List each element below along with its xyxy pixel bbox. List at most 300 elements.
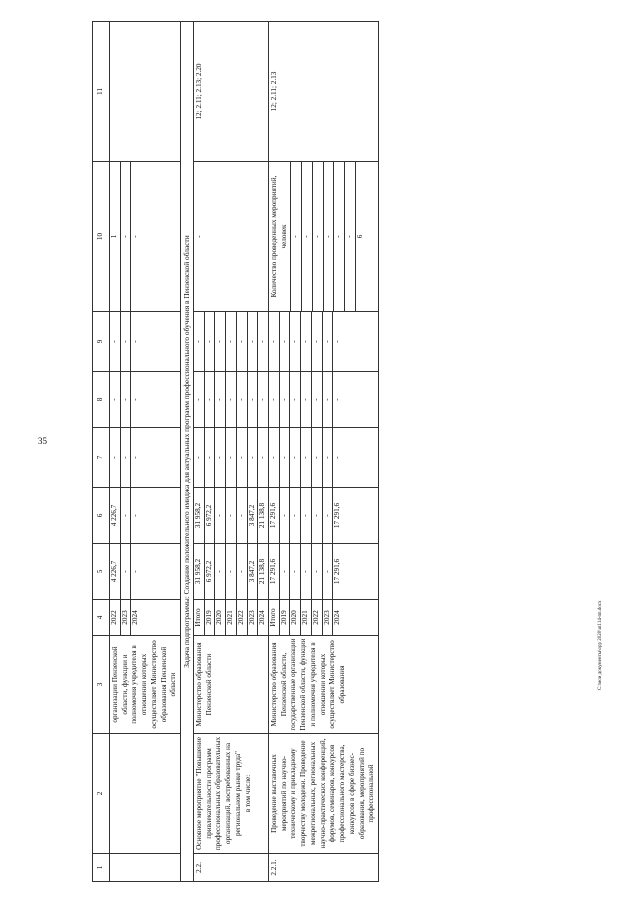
sub-row bbox=[258, 544, 268, 599]
sub-row bbox=[226, 544, 237, 599]
sub-cell: - bbox=[258, 340, 267, 343]
sub-cell: - bbox=[120, 372, 131, 427]
sub-row bbox=[131, 488, 141, 543]
sub-cell: - bbox=[301, 372, 312, 427]
sub-cell: - bbox=[322, 488, 333, 543]
sub-cell: - bbox=[131, 398, 140, 401]
sub-row bbox=[120, 312, 131, 371]
sub-cell: - bbox=[226, 312, 237, 371]
sub-row bbox=[226, 488, 237, 543]
sub-cell: - bbox=[333, 456, 342, 459]
sub-row bbox=[312, 162, 323, 311]
sub-cell: 2023 bbox=[322, 600, 333, 635]
task-row bbox=[181, 22, 194, 882]
cell-col8 bbox=[110, 372, 181, 428]
sub-cell: 4 226,7 bbox=[110, 544, 120, 599]
sub-row bbox=[355, 162, 365, 311]
cell-col10 bbox=[110, 162, 181, 312]
cell-col5 bbox=[110, 544, 181, 600]
sub-col9 bbox=[110, 312, 141, 371]
sub-cell: - bbox=[323, 162, 334, 311]
sub-row bbox=[194, 428, 204, 487]
cell-executor: Министерство образования Пензенской области bbox=[194, 636, 269, 734]
sub-row bbox=[322, 600, 333, 635]
sub-col8 bbox=[110, 372, 141, 427]
page-number: 35 bbox=[38, 436, 47, 446]
sub-cell: 2024 bbox=[131, 610, 140, 625]
cell-col11 bbox=[110, 22, 181, 162]
sub-cell: - bbox=[322, 428, 333, 487]
cell-col9 bbox=[194, 312, 269, 372]
sub-cell: - bbox=[258, 456, 267, 459]
sub-cell: 3 847,2 bbox=[247, 544, 258, 599]
sub-cell: - bbox=[215, 488, 226, 543]
sub-cell: - bbox=[204, 312, 215, 371]
sub-row bbox=[194, 372, 204, 427]
sub-row bbox=[236, 372, 247, 427]
cell-col6 bbox=[110, 488, 181, 544]
sub-cell: - bbox=[301, 488, 312, 543]
sub-cell: 6 972,2 bbox=[204, 488, 215, 543]
cell-col10: - bbox=[194, 162, 269, 312]
sub-row bbox=[279, 428, 290, 487]
sub-col6 bbox=[110, 488, 141, 543]
sub-row bbox=[131, 600, 141, 635]
sub-row bbox=[269, 312, 279, 371]
sub-row bbox=[131, 428, 141, 487]
sub-cell: - bbox=[204, 428, 215, 487]
sub-cell: 2023 bbox=[247, 600, 258, 635]
cell-name bbox=[110, 734, 181, 854]
sub-row bbox=[120, 544, 131, 599]
sub-row bbox=[204, 312, 215, 371]
sub-row bbox=[226, 600, 237, 635]
sub-cell: 2024 bbox=[258, 610, 267, 625]
indicator-name: Количество проведенных мероприятий, человек bbox=[269, 162, 291, 311]
sub-years bbox=[269, 600, 343, 635]
sub-cell: - bbox=[120, 488, 131, 543]
sub-row bbox=[301, 544, 312, 599]
sub-row bbox=[204, 428, 215, 487]
sub-cell: - bbox=[311, 488, 322, 543]
sub-col5 bbox=[269, 544, 343, 599]
table-row-continuation bbox=[110, 22, 181, 882]
sub-cell: - bbox=[301, 312, 312, 371]
sub-row bbox=[311, 372, 322, 427]
sub-cell: - bbox=[333, 340, 342, 343]
sub-row bbox=[258, 428, 268, 487]
sub-row bbox=[110, 372, 120, 427]
header-row bbox=[93, 22, 110, 882]
sub-cell: - bbox=[236, 428, 247, 487]
sub-cell: - bbox=[279, 544, 290, 599]
sub-row bbox=[131, 162, 141, 311]
sub-cell: - bbox=[215, 544, 226, 599]
sub-row bbox=[120, 600, 131, 635]
cell-years bbox=[194, 600, 269, 636]
sub-row bbox=[301, 312, 312, 371]
sub-col6 bbox=[269, 488, 343, 543]
sub-row bbox=[279, 488, 290, 543]
sub-years bbox=[194, 600, 268, 635]
sub-row bbox=[247, 312, 258, 371]
sub-row bbox=[301, 488, 312, 543]
cell-col9 bbox=[110, 312, 181, 372]
including-label: в том числе: bbox=[243, 774, 252, 813]
sub-row bbox=[258, 488, 268, 543]
sub-row bbox=[226, 372, 237, 427]
sub-row bbox=[215, 312, 226, 371]
sub-cell: 6 972,2 bbox=[204, 544, 215, 599]
sub-cell: 2019 bbox=[279, 600, 290, 635]
cell-num: 2.2.1. bbox=[269, 854, 379, 882]
sub-cell: 2023 bbox=[120, 600, 131, 635]
sub-cell: - bbox=[290, 428, 301, 487]
sub-col7 bbox=[269, 428, 343, 487]
col-header: 11 bbox=[93, 22, 110, 162]
sub-row bbox=[302, 162, 313, 311]
cell-years bbox=[269, 600, 379, 636]
sub-cell: 2020 bbox=[290, 600, 301, 635]
sub-row bbox=[194, 312, 204, 371]
sub-row bbox=[247, 488, 258, 543]
sub-row bbox=[279, 544, 290, 599]
sub-col8 bbox=[269, 372, 343, 427]
sub-cell: - bbox=[194, 312, 204, 371]
sub-cell: - bbox=[120, 312, 131, 371]
sub-cell: - bbox=[236, 312, 247, 371]
sub-cell: - bbox=[120, 428, 131, 487]
sub-cell: - bbox=[110, 428, 120, 487]
task-text: Задача подпрограммы: Создание положительного имиджа для актуальных программ профессионального обучения в Пензенской области bbox=[181, 22, 194, 882]
sub-cell: - bbox=[311, 428, 322, 487]
sub-col5 bbox=[110, 544, 141, 599]
sub-cell: - bbox=[194, 372, 204, 427]
sub-cell: - bbox=[302, 162, 313, 311]
sub-cell: 31 958,2 bbox=[194, 488, 204, 543]
sub-col9 bbox=[269, 312, 343, 371]
cell-col5 bbox=[194, 544, 269, 600]
sub-years bbox=[110, 600, 141, 635]
sub-col10 bbox=[291, 162, 365, 311]
sub-row bbox=[226, 428, 237, 487]
sub-row bbox=[290, 372, 301, 427]
sub-row bbox=[236, 428, 247, 487]
sub-row bbox=[236, 312, 247, 371]
sub-row bbox=[322, 544, 333, 599]
cell-years bbox=[110, 600, 181, 636]
col-header: 6 bbox=[93, 488, 110, 544]
sub-cell: - bbox=[236, 544, 247, 599]
sub-cell: - bbox=[247, 428, 258, 487]
sub-row bbox=[226, 312, 237, 371]
sub-cell: 21 138,8 bbox=[258, 502, 267, 529]
sub-row bbox=[334, 162, 345, 311]
sub-cell: - bbox=[269, 312, 279, 371]
sub-row bbox=[301, 372, 312, 427]
sub-row bbox=[279, 600, 290, 635]
sub-row bbox=[333, 544, 343, 599]
sub-row bbox=[236, 544, 247, 599]
cell-col6 bbox=[194, 488, 269, 544]
col-header: 5 bbox=[93, 544, 110, 600]
sub-cell: Итого bbox=[194, 600, 204, 635]
sub-cell: 2022 bbox=[110, 600, 120, 635]
sub-row bbox=[236, 488, 247, 543]
sub-cell: - bbox=[291, 162, 301, 311]
sub-cell: - bbox=[215, 372, 226, 427]
sub-cell: 31 958,2 bbox=[194, 544, 204, 599]
sub-row bbox=[311, 312, 322, 371]
sub-row bbox=[247, 428, 258, 487]
col-header: 1 bbox=[93, 854, 110, 882]
sub-col7 bbox=[194, 428, 268, 487]
sub-row bbox=[204, 488, 215, 543]
sub-row bbox=[258, 600, 268, 635]
sub-row bbox=[333, 312, 343, 371]
sub-cell: 2022 bbox=[311, 600, 322, 635]
sub-row bbox=[131, 312, 141, 371]
col-header: 9 bbox=[93, 312, 110, 372]
sub-row bbox=[290, 428, 301, 487]
sub-row bbox=[311, 544, 322, 599]
sub-row bbox=[215, 488, 226, 543]
sub-cell: - bbox=[290, 544, 301, 599]
sub-cell: - bbox=[194, 428, 204, 487]
sub-row bbox=[194, 600, 204, 635]
activity-name: Основное мероприятие "Повышение привлекательности программ профессиональных образовательных организаций, востребованных на региональном рынке труда" bbox=[195, 736, 242, 851]
cell-col8 bbox=[194, 372, 269, 428]
sub-cell: - bbox=[269, 372, 279, 427]
sub-col5 bbox=[194, 544, 268, 599]
sub-cell: - bbox=[345, 162, 356, 311]
sub-cell: 3 847,2 bbox=[247, 488, 258, 543]
col-header: 10 bbox=[93, 162, 110, 312]
sub-cell: - bbox=[131, 235, 140, 238]
cell-col7 bbox=[110, 428, 181, 488]
sub-row bbox=[322, 428, 333, 487]
sub-row bbox=[333, 372, 343, 427]
sub-row bbox=[301, 600, 312, 635]
col-header: 2 bbox=[93, 734, 110, 854]
sub-cell: - bbox=[258, 398, 267, 401]
sub-col9 bbox=[194, 312, 268, 371]
sub-cell: 1 bbox=[110, 162, 120, 311]
sub-row bbox=[120, 162, 131, 311]
sub-row bbox=[110, 312, 120, 371]
sub-cell: - bbox=[131, 456, 140, 459]
col-header: 4 bbox=[93, 600, 110, 636]
sub-cell: - bbox=[322, 372, 333, 427]
sub-row bbox=[247, 600, 258, 635]
sub-row bbox=[323, 162, 334, 311]
sub-row bbox=[110, 600, 120, 635]
table-row-2-2 bbox=[194, 22, 269, 882]
sub-cell: - bbox=[226, 544, 237, 599]
sub-cell: - bbox=[247, 372, 258, 427]
sub-row bbox=[291, 162, 301, 311]
rotated-table-container bbox=[92, 22, 616, 882]
sub-cell: 2020 bbox=[215, 600, 226, 635]
sub-row bbox=[215, 372, 226, 427]
cell-name: Проведение выставочных мероприятий по научно-техническому и прикладному творчеству молодежи. Проведение межрегиональных, региональных научно-практических конференций, форумов, семинаров, конкурсов профессионального мастерства, конкурсов в сфере бизнес-образования, мероприятий по профессиональной bbox=[269, 734, 379, 854]
sub-row bbox=[215, 428, 226, 487]
sub-row bbox=[322, 312, 333, 371]
sub-cell: - bbox=[301, 428, 312, 487]
sub-cell: - bbox=[290, 488, 301, 543]
sub-row bbox=[215, 600, 226, 635]
sub-row bbox=[333, 428, 343, 487]
sub-cell: - bbox=[120, 544, 131, 599]
sub-row bbox=[110, 162, 120, 311]
sub-row bbox=[269, 600, 279, 635]
sub-cell: - bbox=[312, 162, 323, 311]
sub-cell: - bbox=[215, 428, 226, 487]
sub-row bbox=[215, 544, 226, 599]
sub-cell: - bbox=[322, 544, 333, 599]
sub-cell: 17 291,6 bbox=[269, 488, 279, 543]
sub-cell: - bbox=[279, 488, 290, 543]
cell-name bbox=[194, 734, 269, 854]
sub-row bbox=[279, 372, 290, 427]
sub-col8 bbox=[194, 372, 268, 427]
sub-row bbox=[204, 600, 215, 635]
sub-col6 bbox=[194, 488, 268, 543]
sub-cell: Итого bbox=[269, 600, 279, 635]
cell-col9 bbox=[269, 312, 379, 372]
sub-row bbox=[110, 428, 120, 487]
sub-cell: - bbox=[226, 488, 237, 543]
sub-cell: 17 291,6 bbox=[333, 502, 342, 529]
sub-cell: - bbox=[110, 372, 120, 427]
sub-cell: 6 bbox=[355, 234, 364, 239]
sub-cell: - bbox=[269, 428, 279, 487]
sub-cell: 2019 bbox=[204, 600, 215, 635]
sub-row bbox=[333, 488, 343, 543]
col-header: 3 bbox=[93, 636, 110, 734]
sub-row bbox=[194, 488, 204, 543]
sub-row bbox=[269, 428, 279, 487]
sub-row bbox=[290, 544, 301, 599]
col-header: 8 bbox=[93, 372, 110, 428]
sub-cell: 2024 bbox=[333, 610, 342, 625]
sub-row bbox=[204, 544, 215, 599]
cell-col7 bbox=[194, 428, 269, 488]
sub-cell: - bbox=[236, 488, 247, 543]
sub-row bbox=[194, 544, 204, 599]
sub-cell: 2021 bbox=[301, 600, 312, 635]
cell-num bbox=[110, 854, 181, 882]
program-table bbox=[92, 21, 379, 882]
sub-cell: - bbox=[290, 372, 301, 427]
sub-cell: - bbox=[322, 312, 333, 371]
cell-executor: организации Пензенской области, функции и полномочия учредителя в отношении которых осуществляет Министерство образования Пензенской области bbox=[110, 636, 181, 734]
cell-col11: 12; 2.11; 2.13 bbox=[269, 22, 379, 162]
sub-row bbox=[120, 372, 131, 427]
sub-col10 bbox=[110, 162, 141, 311]
cell-col5 bbox=[269, 544, 379, 600]
sub-row bbox=[279, 312, 290, 371]
sub-cell: 21 138,8 bbox=[258, 558, 267, 585]
sub-cell: - bbox=[290, 312, 301, 371]
cell-col6 bbox=[269, 488, 379, 544]
sub-cell: 2022 bbox=[236, 600, 247, 635]
sub-cell: - bbox=[131, 340, 140, 343]
sub-row bbox=[269, 544, 279, 599]
sub-cell: - bbox=[131, 514, 140, 517]
sub-row bbox=[120, 428, 131, 487]
sub-cell: - bbox=[226, 428, 237, 487]
cell-executor: Министерство образования Пензенской области, государственные организации Пензенской области, функции и полномочия учредителя в отношении которых осуществляет Министерство образования bbox=[269, 636, 379, 734]
sub-cell: - bbox=[333, 398, 342, 401]
sub-cell: 2021 bbox=[226, 600, 237, 635]
sub-row bbox=[269, 372, 279, 427]
sub-row bbox=[333, 600, 343, 635]
sub-row bbox=[120, 488, 131, 543]
sub-cell: - bbox=[301, 544, 312, 599]
sub-cell: 17 291,6 bbox=[269, 544, 279, 599]
sub-row bbox=[247, 544, 258, 599]
sub-cell: - bbox=[311, 544, 322, 599]
cell-col10 bbox=[269, 162, 379, 312]
sub-row bbox=[204, 372, 215, 427]
sub-row bbox=[322, 488, 333, 543]
sub-cell: - bbox=[226, 372, 237, 427]
sub-row bbox=[110, 544, 120, 599]
sub-row bbox=[110, 488, 120, 543]
table-row-2-2-1 bbox=[269, 22, 379, 882]
cell-col7 bbox=[269, 428, 379, 488]
sub-cell: - bbox=[236, 372, 247, 427]
sub-cell: - bbox=[279, 312, 290, 371]
sub-cell: - bbox=[131, 570, 140, 573]
sub-cell: - bbox=[311, 372, 322, 427]
footer-file-path: C:\мои документы\opp 2020\ut114-nn.docx bbox=[598, 600, 603, 690]
sub-row bbox=[290, 488, 301, 543]
col-header: 7 bbox=[93, 428, 110, 488]
sub-cell: - bbox=[110, 312, 120, 371]
sub-row bbox=[301, 428, 312, 487]
sub-row bbox=[345, 162, 356, 311]
sub-cell: - bbox=[279, 428, 290, 487]
sub-row bbox=[311, 428, 322, 487]
sub-row bbox=[290, 312, 301, 371]
sub-row bbox=[311, 488, 322, 543]
cell-col8 bbox=[269, 372, 379, 428]
cell-num: 2.2. bbox=[194, 854, 269, 882]
cell-col11: 12; 2.11; 2.13; 2.20 bbox=[194, 22, 269, 162]
sub-cell: - bbox=[120, 162, 131, 311]
sub-cell: - bbox=[279, 372, 290, 427]
sub-cell: - bbox=[204, 372, 215, 427]
sub-cell: - bbox=[215, 312, 226, 371]
sub-row bbox=[258, 312, 268, 371]
sub-row bbox=[131, 544, 141, 599]
sub-cell: - bbox=[311, 312, 322, 371]
sub-cell: 4 226,7 bbox=[110, 488, 120, 543]
sub-cell: 17 291,6 bbox=[333, 558, 342, 585]
sub-row bbox=[290, 600, 301, 635]
sub-row bbox=[131, 372, 141, 427]
sub-cell: - bbox=[247, 312, 258, 371]
sub-col7 bbox=[110, 428, 141, 487]
sub-row bbox=[258, 372, 268, 427]
sub-row bbox=[236, 600, 247, 635]
sub-row bbox=[247, 372, 258, 427]
sub-row bbox=[322, 372, 333, 427]
sub-row bbox=[311, 600, 322, 635]
sub-cell: - bbox=[334, 162, 345, 311]
